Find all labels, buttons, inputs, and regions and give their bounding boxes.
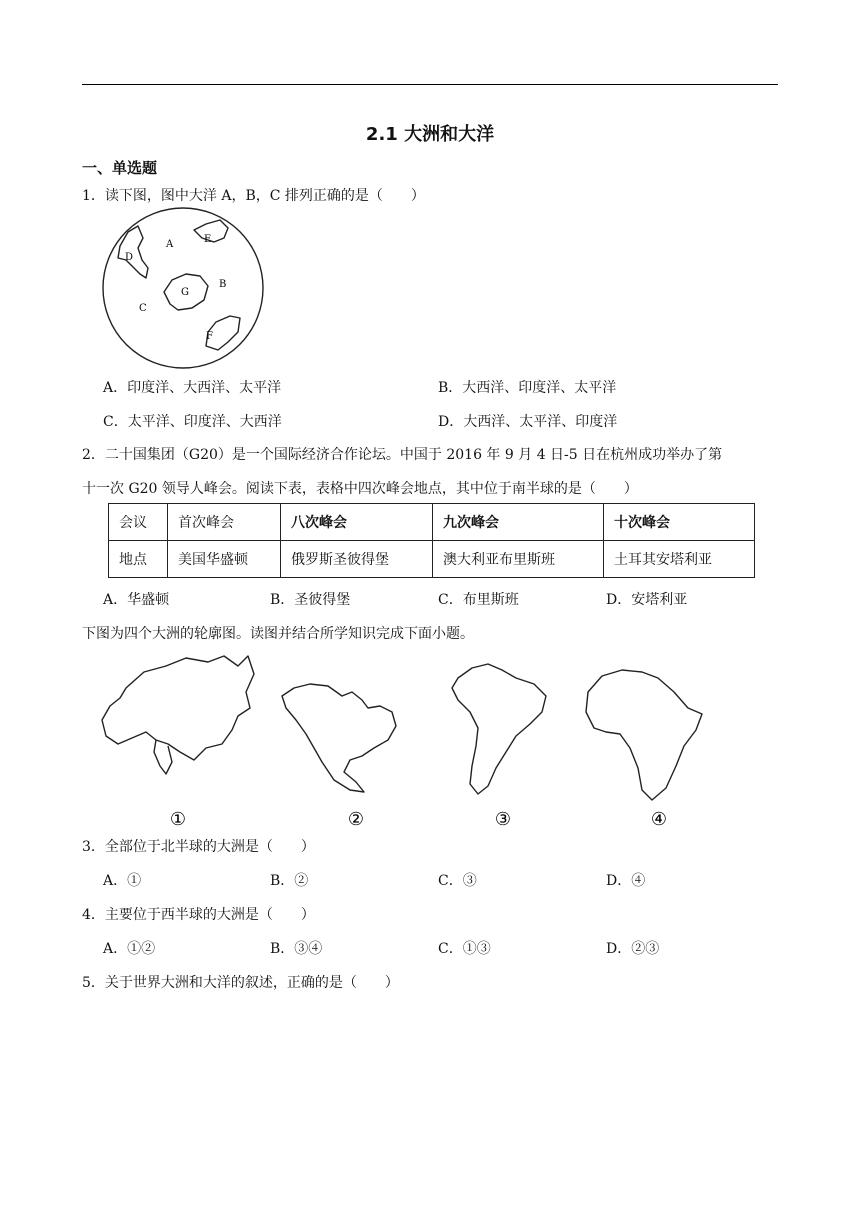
q2-option-b[interactable]: B．圣彼得堡 bbox=[270, 592, 351, 608]
continent-1-outline bbox=[102, 656, 254, 760]
q2-stem-line1: 2．二十国集团（G20）是一个国际经济合作论坛。中国于 2016 年 9 月 4 日-5 日在杭州成功举办了第 bbox=[82, 447, 723, 463]
continent-4-outline bbox=[586, 670, 702, 800]
globe-label-c: C bbox=[139, 303, 147, 314]
table-cell: 八次峰会 bbox=[281, 504, 433, 541]
q2-option-c[interactable]: C．布里斯班 bbox=[438, 592, 519, 608]
q3-option-d[interactable]: D．④ bbox=[606, 873, 646, 889]
q3-option-c[interactable]: C．③ bbox=[438, 873, 477, 889]
q1-option-c[interactable]: C．太平洋、印度洋、大西洋 bbox=[103, 414, 282, 430]
q5-stem: 5．关于世界大洲和大洋的叙述，正确的是（ ） bbox=[82, 975, 399, 991]
q1-globe-figure bbox=[98, 208, 268, 368]
table-cell: 俄罗斯圣彼得堡 bbox=[281, 541, 433, 578]
q1-option-d[interactable]: D．大西洋、太平洋、印度洋 bbox=[438, 414, 618, 430]
continent-2-outline bbox=[282, 684, 396, 792]
globe-label-b: B bbox=[219, 279, 227, 290]
q3-option-a[interactable]: A．① bbox=[103, 873, 142, 889]
table-row bbox=[109, 504, 755, 541]
q4-option-a[interactable]: A．①② bbox=[103, 941, 156, 957]
table-cell: 土耳其安塔利亚 bbox=[604, 541, 755, 578]
globe-label-d: D bbox=[125, 252, 134, 263]
q4-stem: 4．主要位于西半球的大洲是（ ） bbox=[82, 907, 315, 923]
q4-option-d[interactable]: D．②③ bbox=[606, 941, 660, 957]
table-cell: 澳大利亚布里斯班 bbox=[433, 541, 604, 578]
globe-label-a: A bbox=[166, 239, 174, 250]
q1-option-a[interactable]: A．印度洋、大西洋、太平洋 bbox=[103, 380, 282, 396]
q3-stem: 3．全部位于北半球的大洲是（ ） bbox=[82, 839, 315, 855]
table-cell: 首次峰会 bbox=[168, 504, 281, 541]
q4-option-b[interactable]: B．③④ bbox=[270, 941, 323, 957]
q4-option-c[interactable]: C．①③ bbox=[438, 941, 491, 957]
continent-label-1: ① bbox=[169, 809, 187, 830]
group-intro: 下图为四个大洲的轮廓图。读图并结合所学知识完成下面小题。 bbox=[82, 626, 474, 642]
continent-label-3: ③ bbox=[494, 809, 512, 830]
summit-table bbox=[108, 503, 755, 578]
globe-label-f: F bbox=[206, 331, 213, 342]
q1-stem: 1．读下图，图中大洋 A，B，C 排列正确的是（ ） bbox=[82, 188, 425, 204]
table-cell: 十次峰会 bbox=[604, 504, 755, 541]
section-heading: 一、单选题 bbox=[82, 159, 158, 177]
table-row bbox=[109, 541, 755, 578]
table-cell: 地点 bbox=[109, 541, 168, 578]
q3-option-b[interactable]: B．② bbox=[270, 873, 309, 889]
continent-3-outline bbox=[452, 664, 546, 794]
continent-label-4: ④ bbox=[650, 809, 668, 830]
q2-stem-line2: 十一次 G20 领导人峰会。阅读下表，表格中四次峰会地点，其中位于南半球的是（ ） bbox=[82, 481, 638, 497]
q1-option-b[interactable]: B．大西洋、印度洋、太平洋 bbox=[438, 380, 617, 396]
globe-label-g: G bbox=[181, 287, 189, 298]
globe-label-e: E bbox=[204, 234, 212, 245]
continent-label-2: ② bbox=[347, 809, 365, 830]
top-rule bbox=[82, 84, 778, 85]
q2-option-d[interactable]: D．安塔利亚 bbox=[606, 592, 688, 608]
page-title: 2.1 大洲和大洋 bbox=[365, 124, 495, 145]
continents-figure bbox=[96, 648, 716, 828]
table-cell: 九次峰会 bbox=[433, 504, 604, 541]
q2-option-a[interactable]: A．华盛顿 bbox=[103, 592, 170, 608]
table-cell: 会议 bbox=[109, 504, 168, 541]
table-cell: 美国华盛顿 bbox=[168, 541, 281, 578]
